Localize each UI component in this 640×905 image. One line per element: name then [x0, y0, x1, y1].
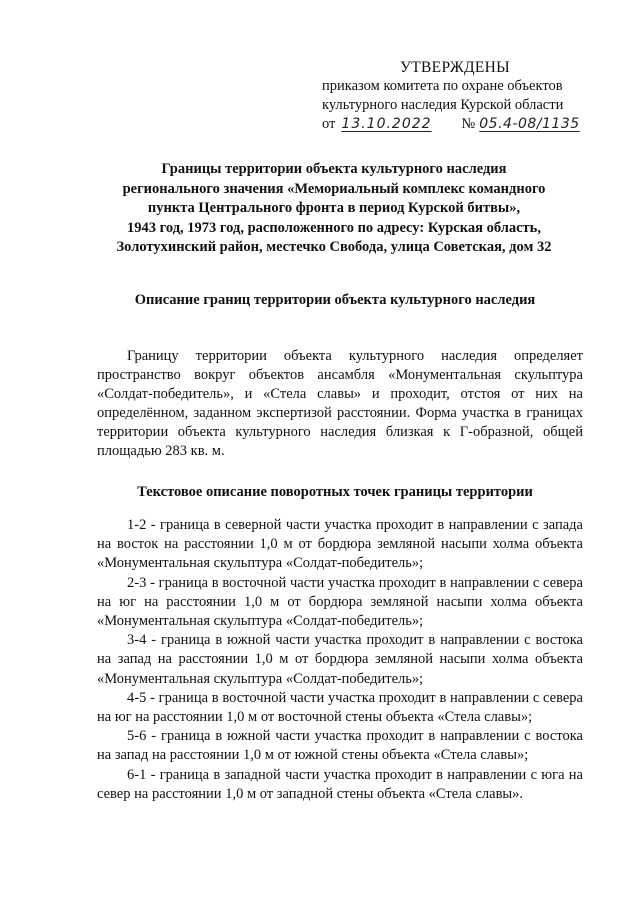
boundary-point-item: 3-4 - граница в южной части участка проходит в направлении с востока на запад на расстоянии 1,0 м от бордюра земляной насыпи холма объекта «Монументальная скульптура «Солдат-победитель»; [97, 632, 583, 687]
heading-line-2: регионального значения «Мемориальный комплекс командного [122, 180, 546, 197]
approval-line-1: приказом комитета по охране объектов [322, 78, 563, 94]
approval-block [322, 58, 622, 134]
section-1-text: Границу территории объекта культурного наследия определяет пространство вокруг объектов ансамбля «Монументальная скульптура «Солдат-победитель», и «Стела славы» и проходит, отстоя от них на определённом, заданном экспертизой расстоянии. Форма участка в границах территории объекта культурного наследия близкая к Г-образной, общей площадью 283 кв. м. [97, 348, 583, 459]
handwritten-date: 13.10.2022 [341, 116, 432, 132]
boundary-point-item: 4-5 - граница в восточной части участка проходит в направлении с севера на юг на расстоянии 1,0 м от восточной стены объекта «Стела славы»; [97, 689, 583, 726]
heading-line-3: пункта Центрального фронта в период Курской битвы», [147, 200, 521, 216]
heading-line-4: 1943 год, 1973 год, расположенного по адресу: Курская область, [127, 219, 541, 236]
heading-line-1: Границы территории объекта культурного наследия [161, 161, 507, 177]
number-label: № [461, 116, 476, 132]
from-label: от [322, 116, 336, 132]
boundary-point-item: 2-3 - граница в восточной части участка проходит в направлении с севера на юг на расстоянии 1,0 м от бордюра земляной насыпи холма объекта «Монументальная скульптура «Солдат-победитель»; [97, 574, 583, 630]
order-date-number [322, 115, 622, 134]
boundary-point-item: 6-1 - граница в западной части участка проходит в направлении с юга на север на расстоянии 1,0 м от западной стены объекта «Стела славы». [97, 766, 583, 802]
approval-line-2: культурного наследия Курской области [322, 97, 564, 113]
heading-line-5: Золотухинский район, местечко Свобода, улица Советская, дом 32 [116, 239, 552, 255]
handwritten-number: 05.4-08/1135 [479, 116, 580, 132]
boundary-points-list [97, 516, 583, 804]
approval-title: УТВЕРЖДЕНЫ [400, 59, 510, 76]
document-heading [100, 160, 568, 258]
section-1-title: Описание границ территории объекта культурного наследия [134, 292, 536, 308]
boundary-point-item: 1-2 - граница в северной части участка проходит в направлении с запада на восток на расстоянии 1,0 м от бордюра земляной насыпи холма объекта «Монументальная скульптура «Солдат-победитель»; [97, 517, 583, 572]
section-2-title: Текстовое описание поворотных точек границы территории [137, 484, 533, 500]
boundary-point-item: 5-6 - граница в южной части участка проходит в направлении с востока на запад на расстоянии 1,0 м от южной стены объекта «Стела славы»; [97, 728, 583, 764]
